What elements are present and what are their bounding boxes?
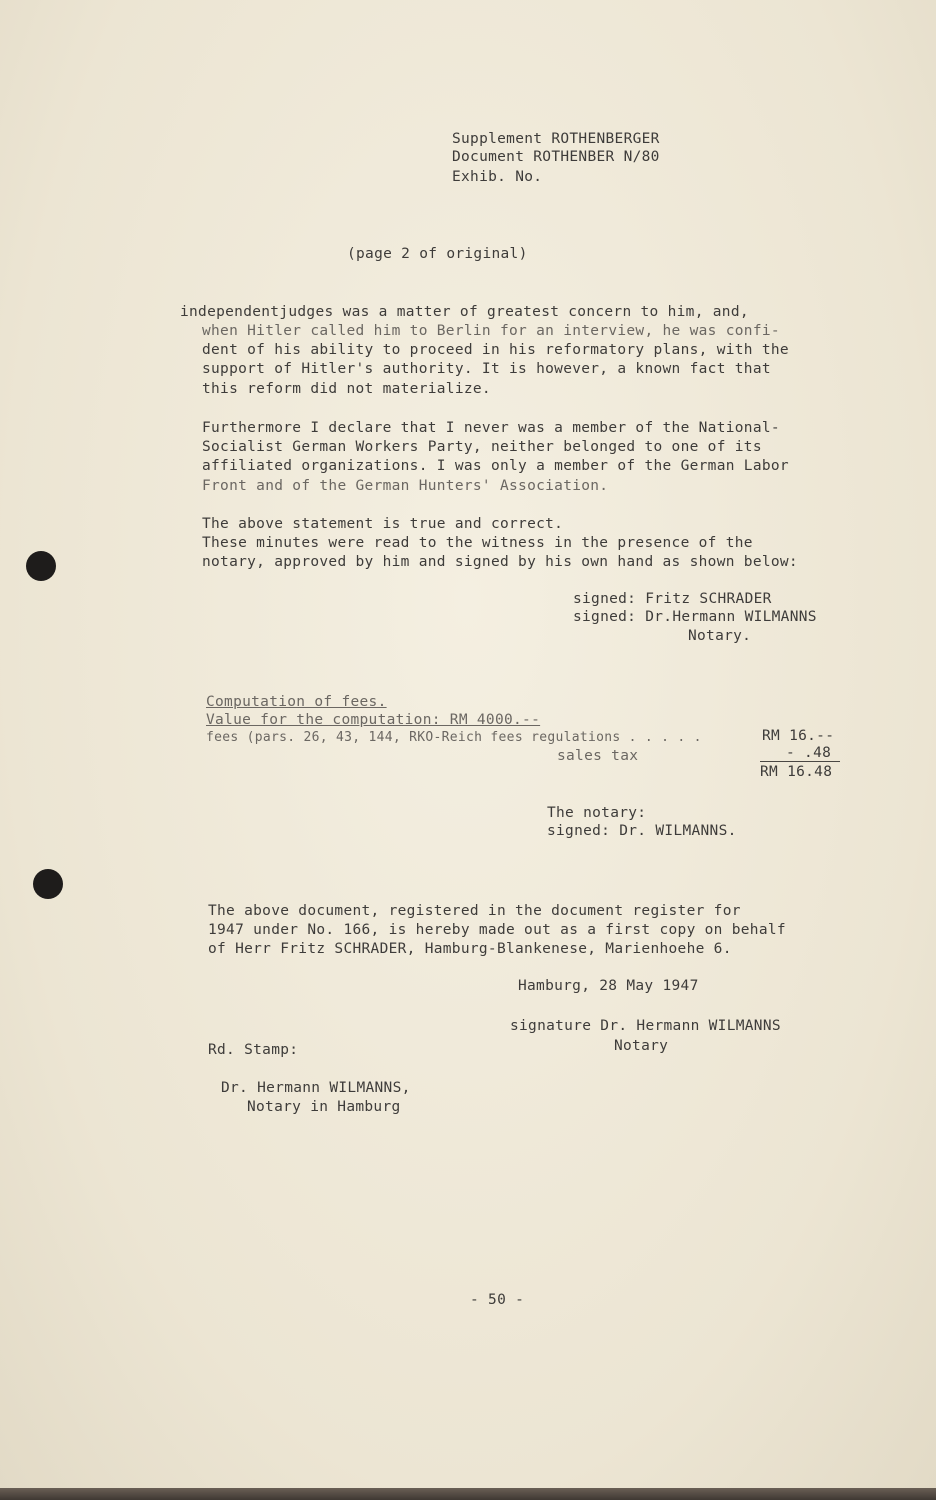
sales-tax-label: sales tax xyxy=(557,748,639,764)
punch-hole-lower xyxy=(33,869,63,899)
header-document: Document ROTHENBER N/80 xyxy=(452,149,660,165)
signature-schrader: signed: Fritz SCHRADER xyxy=(573,591,772,607)
paragraph2-line1: Furthermore I declare that I never was a member of the National- xyxy=(202,420,780,436)
fees-total: RM 16.48 xyxy=(760,764,833,780)
signature-wilmanns: signed: Dr.Hermann WILMANNS xyxy=(573,609,817,625)
paragraph4-line1: The above document, registered in the document register for xyxy=(208,903,741,919)
notary-block-title: The notary: xyxy=(547,805,647,821)
paragraph4-line3: of Herr Fritz SCHRADER, Hamburg-Blankenese, Marienhoehe 6. xyxy=(208,941,732,957)
signature-notary-title: Notary. xyxy=(688,628,752,644)
fees-value-line: Value for the computation: RM 4000.-- xyxy=(206,712,541,728)
paragraph3-line2: These minutes were read to the witness in the presence of the xyxy=(202,535,753,551)
paragraph1-line1: independentjudges was a matter of greatest concern to him, and, xyxy=(180,304,749,320)
fees-amount: RM 16.-- xyxy=(762,728,835,744)
paragraph1-line5: this reform did not materialize. xyxy=(202,381,491,397)
page-note: (page 2 of original) xyxy=(347,246,528,262)
paragraph2-line2: Socialist German Workers Party, neither belonged to one of its xyxy=(202,439,762,455)
paragraph3-line1: The above statement is true and correct. xyxy=(202,516,564,532)
sales-tax-amount: - .48 xyxy=(786,745,832,761)
fees-sum-rule xyxy=(760,761,840,762)
page-number: - 50 - xyxy=(470,1292,525,1308)
stamp-block-line2: Notary in Hamburg xyxy=(247,1099,401,1115)
paragraph1-line3: dent of his ability to proceed in his reformatory plans, with the xyxy=(202,342,789,358)
signature-block-notary: Notary xyxy=(614,1038,669,1054)
paragraph4-line2: 1947 under No. 166, is hereby made out as a first copy on behalf xyxy=(208,922,786,938)
paragraph2-line4: Front and of the German Hunters' Association. xyxy=(202,478,609,494)
header-supplement: Supplement ROTHENBERGER xyxy=(452,131,660,147)
paragraph1-line2: when Hitler called him to Berlin for an interview, he was confi- xyxy=(202,323,780,339)
paragraph1-line4: support of Hitler's authority. It is however, a known fact that xyxy=(202,361,771,377)
punch-hole-upper xyxy=(26,551,56,581)
stamp-block-line1: Dr. Hermann WILMANNS, xyxy=(221,1080,411,1096)
place-date: Hamburg, 28 May 1947 xyxy=(518,978,699,994)
notary-block-signed: signed: Dr. WILMANNS. xyxy=(547,823,737,839)
signature-block-line1: signature Dr. Hermann WILMANNS xyxy=(510,1018,781,1034)
paragraph3-line3: notary, approved by him and signed by his own hand as shown below: xyxy=(202,554,798,570)
fees-title: Computation of fees. xyxy=(206,694,387,710)
fees-line: fees (pars. 26, 43, 144, RKO-Reich fees regulations . . . . . xyxy=(206,730,702,745)
stamp-label: Rd. Stamp: xyxy=(208,1042,299,1058)
header-exhibit: Exhib. No. xyxy=(452,169,543,185)
page-bottom-edge xyxy=(0,1488,936,1500)
paragraph2-line3: affiliated organizations. I was only a member of the German Labor xyxy=(202,458,789,474)
